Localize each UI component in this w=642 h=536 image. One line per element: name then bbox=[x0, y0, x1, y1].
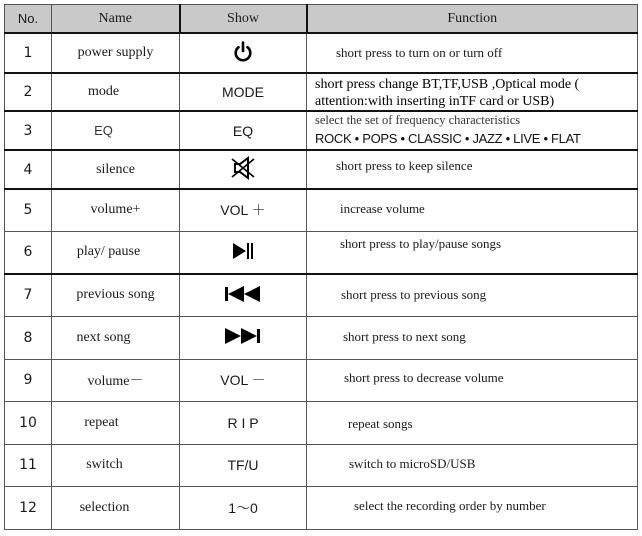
header-function: Function bbox=[307, 5, 638, 34]
row-name: switch bbox=[52, 444, 180, 486]
table-header-row bbox=[5, 5, 638, 34]
row-name: volume－ bbox=[52, 359, 180, 401]
eq-description: select the set of frequency characteristics bbox=[315, 113, 521, 127]
table-row bbox=[5, 444, 638, 486]
row-show bbox=[180, 150, 307, 189]
row-function: short press change BT,TF,USB ,Optical mode ( attention:with inserting inTF card or USB) bbox=[307, 73, 638, 111]
row-show: MODE bbox=[180, 73, 307, 111]
row-show: EQ bbox=[180, 111, 307, 150]
row-name: silence bbox=[52, 150, 180, 189]
row-no: 9 bbox=[5, 359, 52, 401]
row-name: previous song bbox=[52, 274, 180, 316]
row-function: repeat songs bbox=[307, 401, 638, 444]
table-row bbox=[5, 111, 638, 150]
row-no: 11 bbox=[5, 444, 52, 486]
row-name: volume+ bbox=[52, 189, 180, 231]
row-show: R I P bbox=[180, 401, 307, 444]
table-row bbox=[5, 73, 638, 111]
row-name: play/ pause bbox=[52, 231, 180, 274]
row-show bbox=[180, 231, 307, 274]
row-no: 1 bbox=[5, 33, 52, 73]
row-show bbox=[180, 33, 307, 73]
row-function bbox=[307, 111, 638, 150]
row-show: VOL ＋ bbox=[180, 189, 307, 231]
table-row bbox=[5, 359, 638, 401]
row-no: 6 bbox=[5, 231, 52, 274]
row-name: repeat bbox=[52, 401, 180, 444]
table-row bbox=[5, 150, 638, 189]
row-function: short press to keep silence bbox=[307, 150, 638, 189]
row-name: EQ bbox=[52, 111, 180, 150]
row-name: selection bbox=[52, 486, 180, 529]
table-row bbox=[5, 189, 638, 231]
row-function: short press to turn on or turn off bbox=[307, 33, 638, 73]
header-show: Show bbox=[180, 5, 307, 34]
eq-presets-list: ROCK • POPS • CLASSIC • JAZZ • LIVE • FLAT bbox=[315, 131, 581, 146]
table-row bbox=[5, 33, 638, 73]
row-function: select the recording order by number bbox=[307, 486, 638, 529]
table-row bbox=[5, 316, 638, 359]
row-function: short press to previous song bbox=[307, 274, 638, 316]
row-show: VOL － bbox=[180, 359, 307, 401]
row-no: 4 bbox=[5, 150, 52, 189]
power-icon bbox=[232, 41, 254, 66]
row-no: 8 bbox=[5, 316, 52, 359]
row-name: power supply bbox=[52, 33, 180, 73]
next-track-icon bbox=[224, 327, 262, 348]
mute-icon bbox=[229, 156, 257, 183]
table-row bbox=[5, 274, 638, 316]
table-row bbox=[5, 231, 638, 274]
row-show bbox=[180, 316, 307, 359]
row-name: next song bbox=[52, 316, 180, 359]
header-name: Name bbox=[52, 5, 180, 34]
row-show: 1～0 bbox=[180, 486, 307, 529]
row-no: 7 bbox=[5, 274, 52, 316]
row-no: 2 bbox=[5, 73, 52, 111]
button-function-table bbox=[4, 4, 638, 530]
header-no: No. bbox=[5, 5, 52, 34]
row-function: increase volume bbox=[307, 189, 638, 231]
row-show: TF/U bbox=[180, 444, 307, 486]
previous-track-icon bbox=[224, 285, 262, 306]
row-no: 3 bbox=[5, 111, 52, 150]
row-function: switch to microSD/USB bbox=[307, 444, 638, 486]
row-function: short press to next song bbox=[307, 316, 638, 359]
play-pause-icon bbox=[231, 242, 255, 263]
row-function: short press to decrease volume bbox=[307, 359, 638, 401]
table-row bbox=[5, 401, 638, 444]
row-no: 10 bbox=[5, 401, 52, 444]
row-name: mode bbox=[52, 73, 180, 111]
row-no: 12 bbox=[5, 486, 52, 529]
row-no: 5 bbox=[5, 189, 52, 231]
row-function: short press to play/pause songs bbox=[307, 231, 638, 274]
table-row bbox=[5, 486, 638, 529]
row-show bbox=[180, 274, 307, 316]
